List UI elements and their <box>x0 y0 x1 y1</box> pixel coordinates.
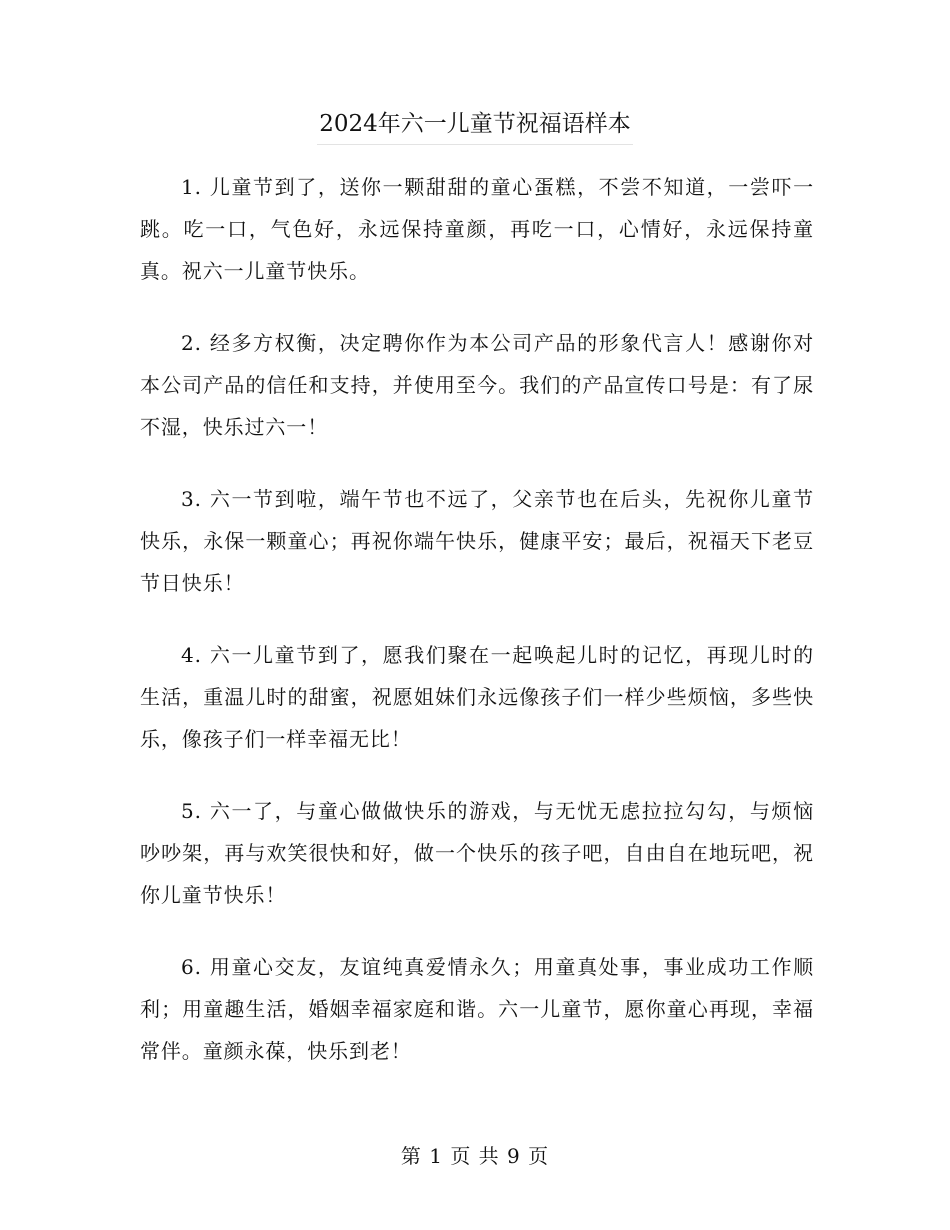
document-body <box>140 166 814 1102</box>
paragraph-2: 2. 经多方权衡，决定聘你作为本公司产品的形象代言人！感谢你对本公司产品的信任和支持，并使用至今。我们的产品宣传口号是：有了尿不湿，快乐过六一！ <box>140 331 814 439</box>
paragraph-6: 6. 用童心交友，友谊纯真爱情永久；用童真处事，事业成功工作顺利；用童趣生活，婚姻幸福家庭和谐。六一儿童节，愿你童心再现，幸福常伴。童颜永葆，快乐到老！ <box>140 955 814 1063</box>
page-number-footer: 第 1 页 共 9 页 <box>400 1144 550 1168</box>
paragraph-4: 4. 六一儿童节到了，愿我们聚在一起唤起儿时的记忆，再现儿时的生活，重温儿时的甜蜜，祝愿姐妹们永远像孩子们一样少些烦恼，多些快乐，像孩子们一样幸福无比！ <box>140 643 814 751</box>
document-title: 2024年六一儿童节祝福语样本 <box>317 104 633 145</box>
paragraph-5: 5. 六一了，与童心做做快乐的游戏，与无忧无虑拉拉勾勾，与烦恼吵吵架，再与欢笑很快和好，做一个快乐的孩子吧，自由自在地玩吧，祝你儿童节快乐！ <box>140 799 814 907</box>
document-title-block <box>0 104 950 145</box>
paragraph-3: 3. 六一节到啦，端午节也不远了，父亲节也在后头，先祝你儿童节快乐，永保一颗童心；再祝你端午快乐，健康平安；最后，祝福天下老豆节日快乐！ <box>140 487 814 595</box>
paragraph-1: 1. 儿童节到了，送你一颗甜甜的童心蛋糕，不尝不知道，一尝吓一跳。吃一口，气色好，永远保持童颜，再吃一口，心情好，永远保持童真。祝六一儿童节快乐。 <box>140 175 814 283</box>
